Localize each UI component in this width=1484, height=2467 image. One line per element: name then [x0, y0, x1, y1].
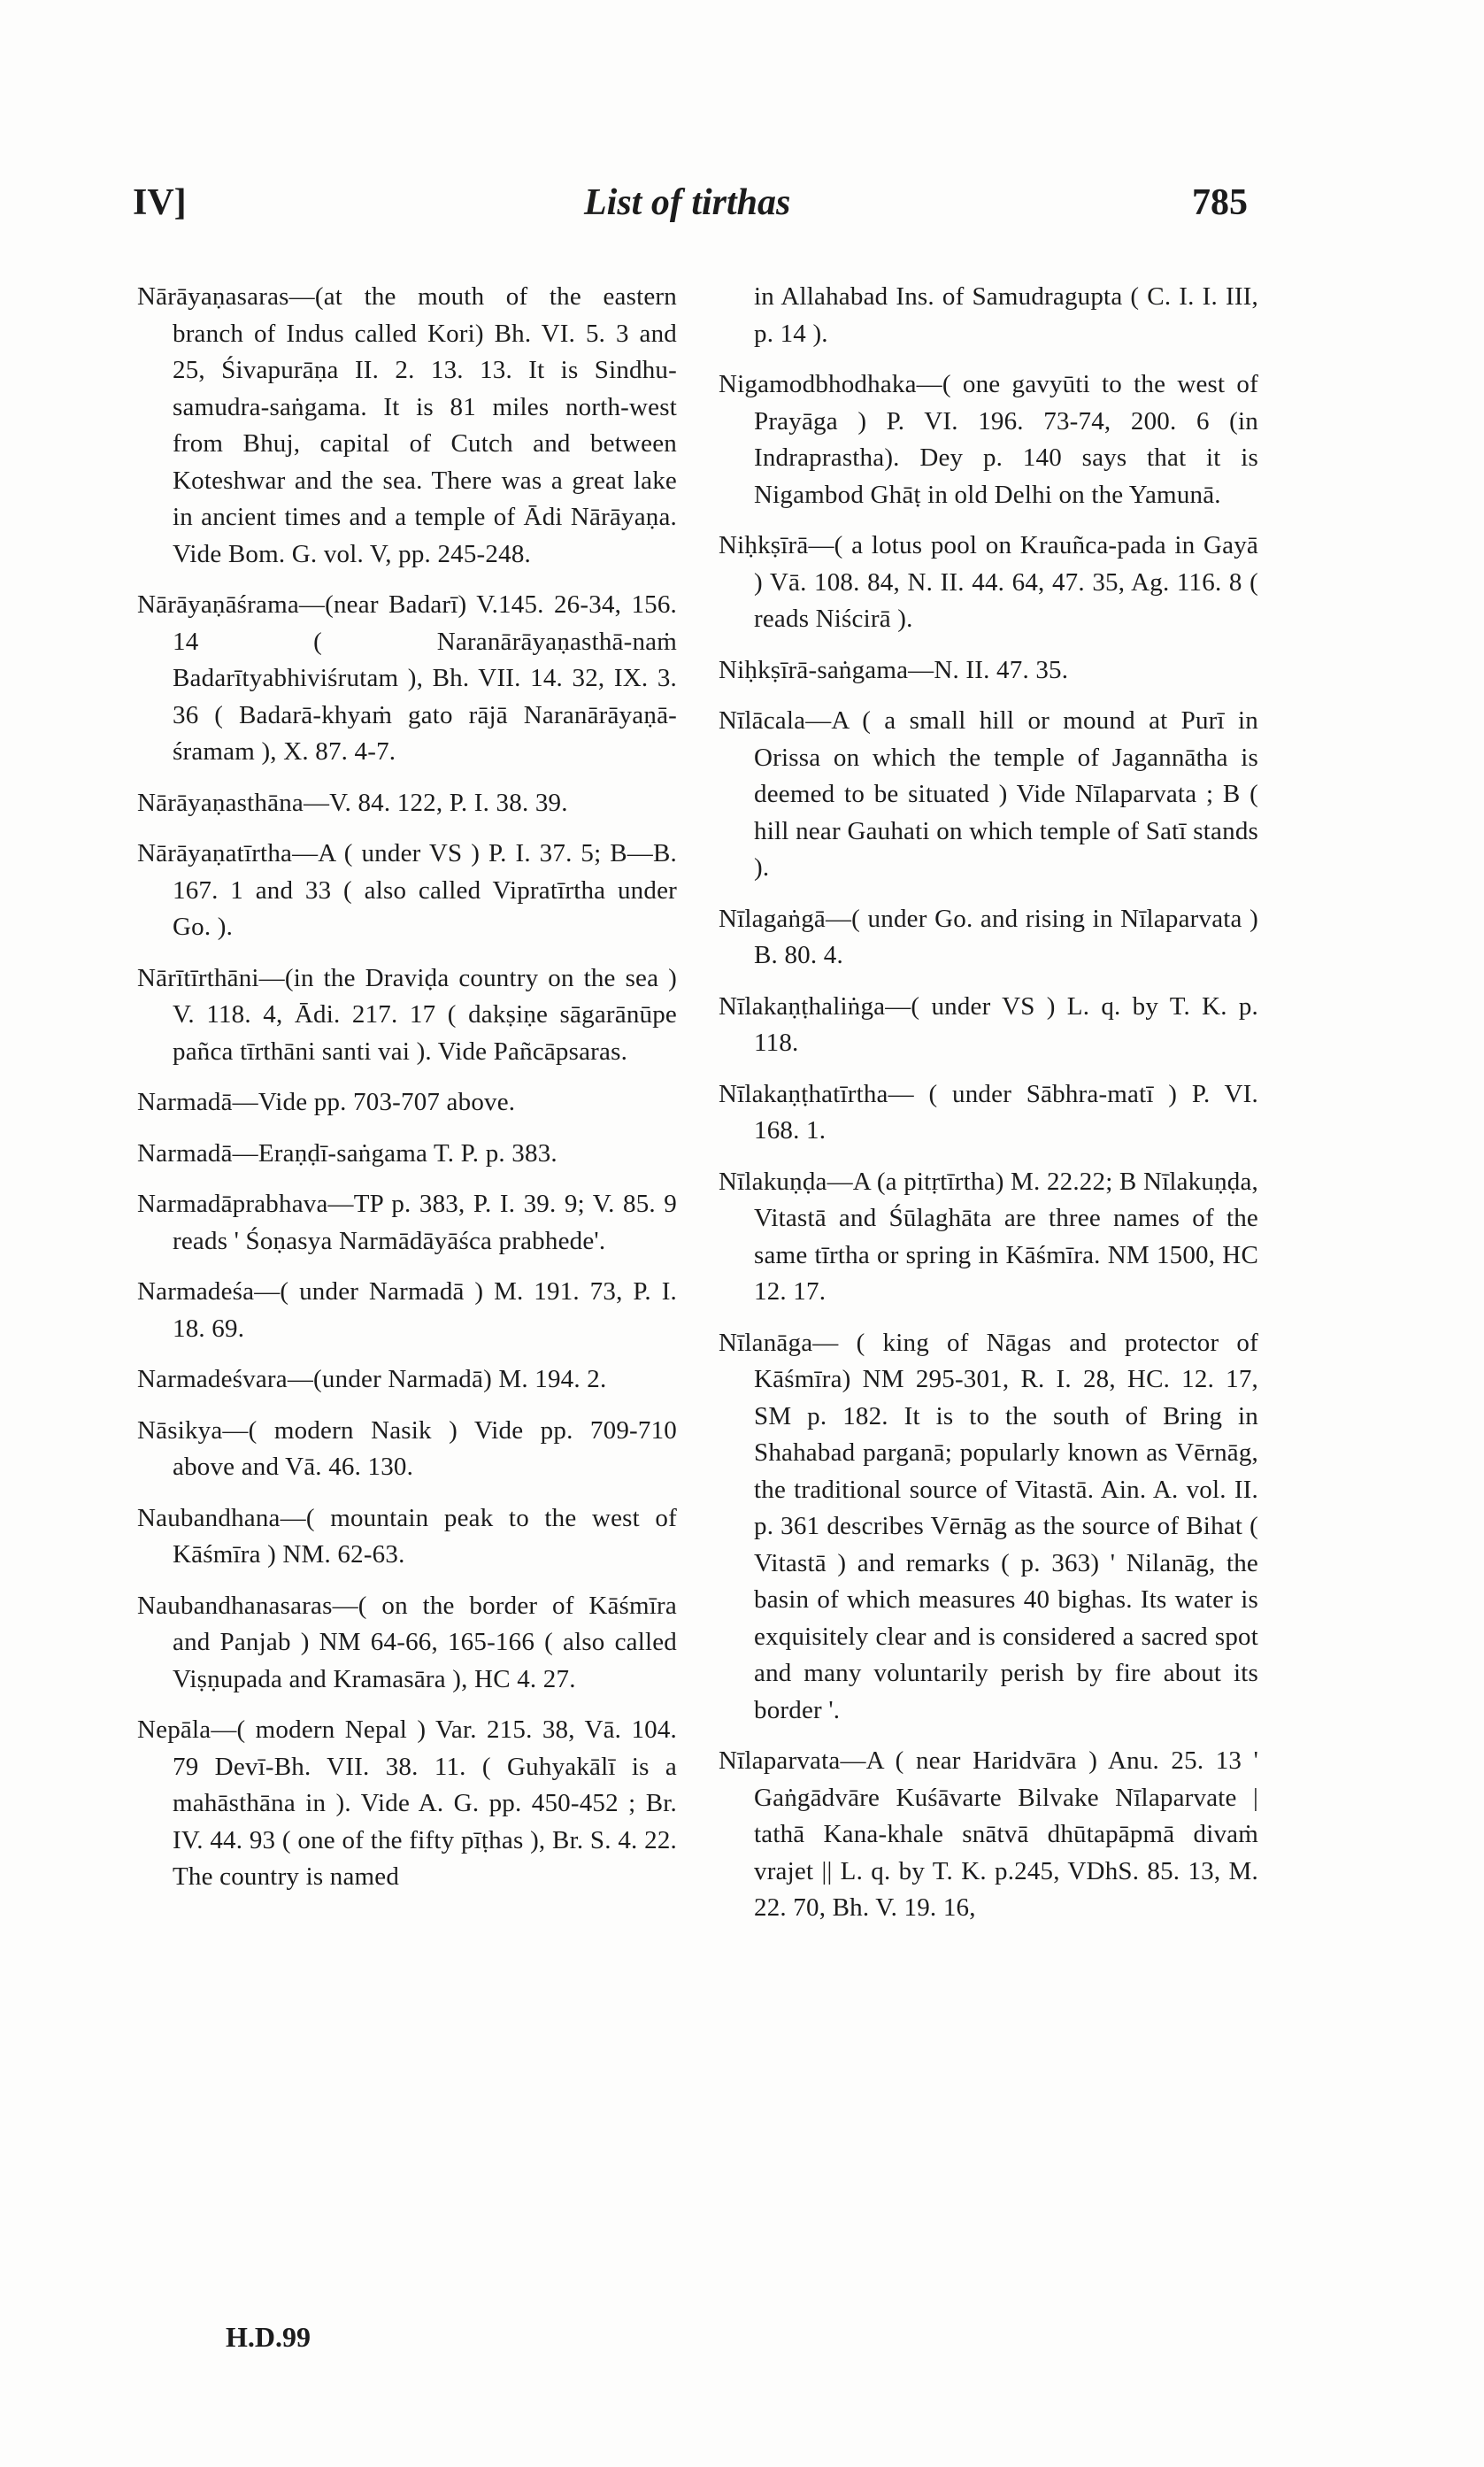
running-head — [133, 181, 1248, 235]
entry-nilacala: Nīlācala—A ( a small hill or mound at Purī in Orissa on which the temple of Jagannātha is deemed to be situated ) Vide Nīlaparvata ; B ( hill near Gauhati on which temple of Satī stands ). — [719, 706, 1258, 882]
entry-narayanasaras: Nārāyaṇasaras—(at the mouth of the eastern branch of Indus called Kori) Bh. VI. 5. 3 and 25, Śivapurāṇa II. 2. 13. 13. It is Sindhu-samudra-saṅgama. It is 81 miles north-west from Bhuj, capital of Cutch and between Koteshwar and the sea. There was a great lake in ancient times and a temple of Ādi Nārāyaṇa. Vide Bom. G. vol. V, pp. 245-248. — [137, 282, 677, 568]
entry-naubandhana: Naubandhana—( mountain peak to the west of Kāśmīra ) NM. 62-63. — [137, 1503, 677, 1569]
right-column — [719, 279, 1258, 1941]
entry-nilaparvata: Nīlaparvata—A ( near Haridvāra ) Anu. 25. 13 ' Gaṅgādvāre Kuśāvarte Bilvake Nīlaparvate | tathā Kana-khale snātvā dhūtapāpmā divaṁ vrajet || L. q. by T. K. p.245, VDhS. 85. 13, M. 22. 70, Bh. V. 19. 16, — [719, 1746, 1258, 1922]
entry-naritirthani: Nārītīrthāni—(in the Draviḍa country on the sea ) V. 118. 4, Ādi. 217. 17 ( dakṣiṇe sāgarānūpe pañca tīrthāni santi vai ). Vide Pañcāpsaras. — [137, 963, 677, 1066]
entry-naubandhanasaras: Naubandhanasaras—( on the border of Kāśmīra and Panjab ) NM 64-66, 165-166 ( also called Viṣṇupada and Kramasāra ), HC 4. 27. — [137, 1591, 677, 1693]
section-marker: IV] — [133, 182, 187, 223]
entry-nigamodbhodhaka: Nigamodbhodhaka—( one gavyūti to the west of Prayāga ) P. VI. 196. 73-74, 200. 6 (in Indraprastha). Dey p. 140 says that it is Nigambod Ghāṭ in old Delhi on the Yamunā. — [719, 370, 1258, 509]
entry-narmada: Narmadā—Vide pp. 703-707 above. — [137, 1088, 516, 1116]
entry-nilanaga: Nīlanāga— ( king of Nāgas and protector of Kāśmīra) NM 295-301, R. I. 28, HC. 12. 17, SM p. 182. It is to the south of Bring in Shahabad parganā; popularly known as Vērnāg, the traditional source of Vitastā. Ain. A. vol. II. p. 361 describes Vērnāg as the source of Bihat ( Vitastā ) and remarks ( p. 363) ' Nilanāg, the basin of which measures 40 bighas. Its water is exquisitely clear and is considered a sacred spot and many voluntarily perish by fire about its border '. — [719, 1328, 1258, 1724]
entry-narmadesvara: Narmadeśvara—(under Narmadā) M. 194. 2. — [137, 1365, 607, 1393]
entry-narayanatirtha: Nārāyaṇatīrtha—A ( under VS ) P. I. 37. 5; B—B. 167. 1 and 33 ( also called Vipratīrtha under Go. ). — [137, 839, 677, 941]
entry-nihksira: Niḥkṣīrā—( a lotus pool on Krauñca-pada in Gayā ) Vā. 108. 84, N. II. 44. 64, 47. 35, Ag. 116. 8 ( reads Niścirā ). — [719, 531, 1258, 633]
entry-nepala: Nepāla—( modern Nepal ) Var. 215. 38, Vā. 104. 79 Devī-Bh. VII. 38. 11. ( Guhyakālī is a mahāsthāna in ). Vide A. G. pp. 450-452 ; Br. IV. 44. 93 ( one of the fifty pīṭhas ), Br. S. 4. 22. The country is named — [137, 1715, 677, 1891]
entry-nilaganga: Nīlagaṅgā—( under Go. and rising in Nīlaparvata ) B. 80. 4. — [719, 904, 1258, 969]
left-column — [137, 279, 677, 1910]
page-number: 785 — [1192, 182, 1248, 223]
page-title: List of tirthas — [584, 182, 791, 223]
entry-nilakanthatirtha: Nīlakaṇṭhatīrtha— ( under Sābhra-matī ) P. VI. 168. 1. — [719, 1079, 1258, 1145]
entry-narayanasrama: Nārāyaṇāśrama—(near Badarī) V.145. 26-34, 156. 14 ( Naranārāyaṇasthā-naṁ Badarītyabhiviśrutam ), Bh. VII. 14. 32, IX. 3. 36 ( Badarā-khyaṁ gato rājā Naranārāyaṇā-śramam ), X. 87. 4-7. — [137, 590, 677, 766]
entry-narmada-erandi-sangama: Narmadā—Eraṇḍī-saṅgama T. P. p. 383. — [137, 1138, 557, 1168]
entry-continuation: in Allahabad Ins. of Samudragupta ( C. I. I. III, p. 14 ). — [754, 282, 1258, 348]
entry-narayanasthana: Nārāyaṇasthāna—V. 84. 122, P. I. 38. 39. — [137, 788, 568, 817]
signature-mark: H.D.99 — [226, 2321, 311, 2353]
entry-narmadaprabhava: Narmadāprabhava—TP p. 383, P. I. 39. 9; V. 85. 9 reads ' Śoṇasya Narmādāyāśca prabhede'. — [137, 1190, 677, 1255]
entry-narmadesa: Narmadeśa—( under Narmadā ) M. 191. 73, P. I. 18. 69. — [137, 1277, 677, 1343]
entry-nihksira-sangama: Niḥkṣīrā-saṅgama—N. II. 47. 35. — [719, 655, 1069, 684]
entry-nasikya: Nāsikya—( modern Nasik ) Vide pp. 709-710 above and Vā. 46. 130. — [137, 1415, 677, 1481]
entry-nilakanthalinga: Nīlakaṇṭhaliṅga—( under VS ) L. q. by T. K. p. 118. — [719, 991, 1258, 1057]
entry-nilakunda: Nīlakuṇḍa—A (a pitṛtīrtha) M. 22.22; B Nīlakuṇḍa, Vitastā and Śūlaghāta are three names of the same tīrtha or spring in Kāśmīra. NM 1500, HC 12. 17. — [719, 1167, 1258, 1306]
